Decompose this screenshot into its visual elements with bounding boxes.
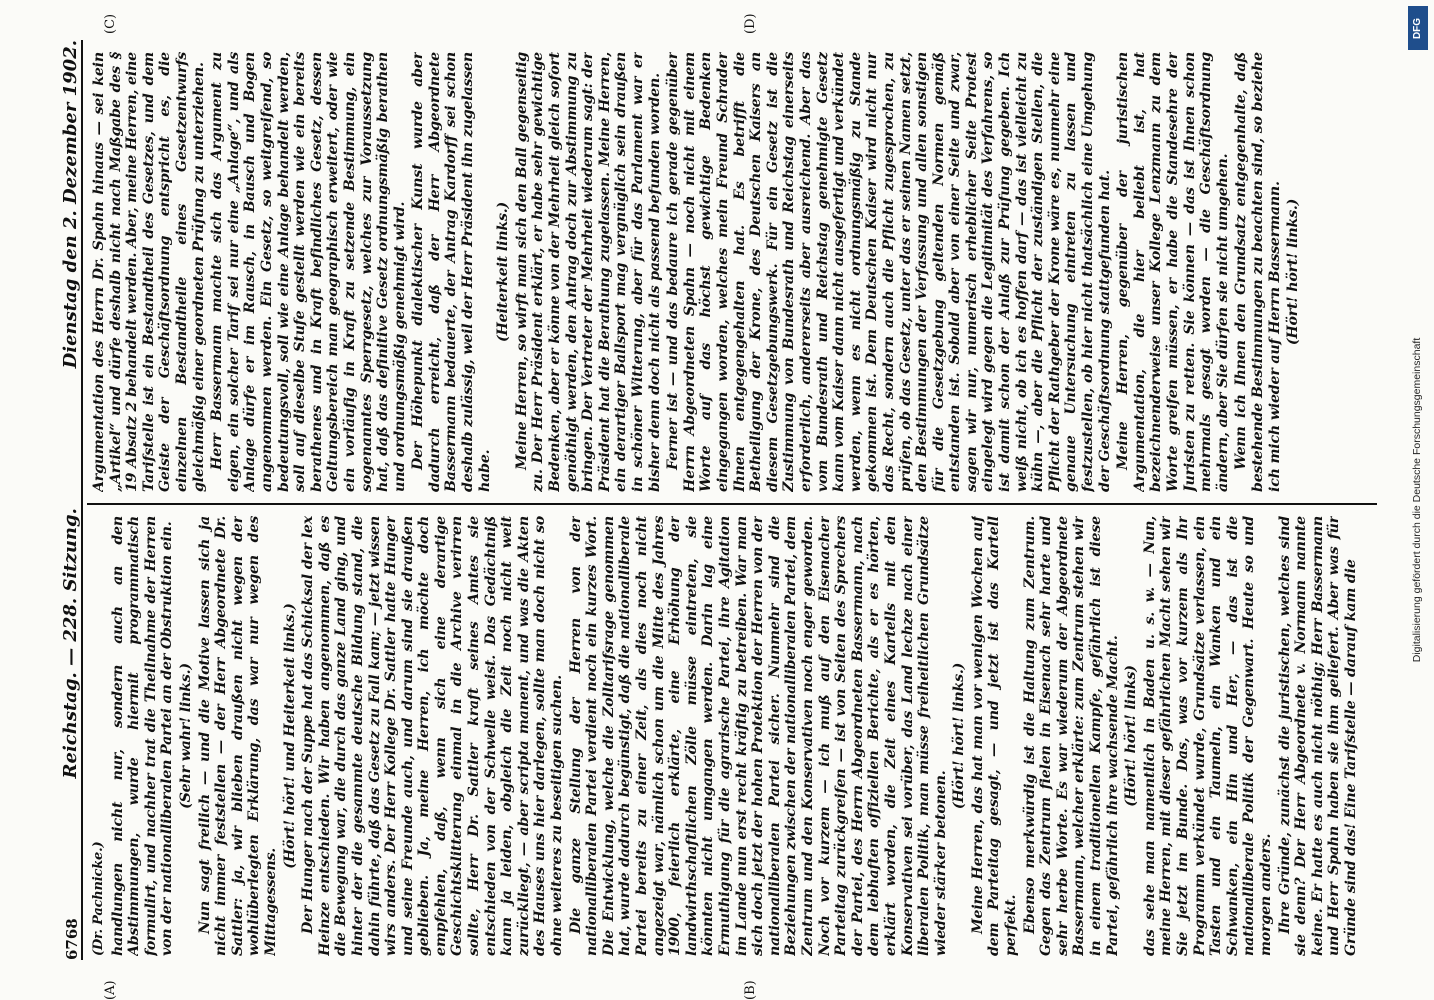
margin-marker-a: (A) <box>103 980 118 1000</box>
margin-marker-d: (D) <box>743 13 758 34</box>
right-column <box>91 52 1371 492</box>
paragraph: Meine Herren, so wirft man sich den Ball gegenseitig zu. Der Herr Präsident erklärt, er habe sehr gewichtige Bedenken, aber er könne von der Mehrheit gleich sofort genöthigt werden, den Antrag doch zur Abstimmung zu bringen. Der Vertreter der Mehrheit wiederum sagt: der Präsident hat die Berathung zugelassen. Meine Herren, ein derartiger Ballsport mag vergnüglich sein draußen in schöner Witterung, aber für das Parlament war er bisher denn doch nicht als passend befunden worden. <box>513 52 663 492</box>
interjection: (Heiterkeit links.) <box>495 201 512 343</box>
paragraph: das sehe man namentlich in Baden u. s. w. — Nun, meine Herren, mit dieser gefährlichen Macht sehen wir Sie jetzt im Bunde. Das, was vor kurzem als Ihr Programm verkündet wurde, Grundsätze verlassen, ein Tasten und ein Taumeln, ein Wanken und ein Schwanken, ein Hin und Her, — das ist die nationalliberale Politik der Gegenwart. Heute so und morgen anders. <box>1141 516 1274 956</box>
paragraph: Der Hunger nach der Suppe hat das Schicksal der lex Heinze entschieden. Wir haben angenommen, daß es die Bewegung war, die durch das ganze Land ging, und hinter der die gesammte deutsche Bildung stand, die dahin führte, daß das Gesetz zu Fall kam; — jetzt wissen wirs anders. Der Herr Kollege Dr. Sattler hatte Hunger und seine Freunde auch, und darum sind sie draußen geblieben. Ja, meine Herren, ich möchte doch empfehlen, daß, wenn sich eine derartige Geschichtsklitterung einmal in die Archive verirren sollte, Herr Dr. Sattler kraft seines Amtes sie entschieden von der Schwelle weist. Das Gedächtniß kann ja leiden, obgleich die Zeit noch nicht weit zurückliegt, — aber scripta manent, und was die Akten des Hauses uns hier darlegen, sollte man doch nicht so ohne weiteres zu beseitigen suchen. <box>300 516 566 956</box>
paragraph: Argumentation des Herrn Dr. Spahn hinaus — sei kein „Artikel“ und dürfe deshalb nicht nach Maßgabe des § 19 Absatz 2 behandelt werden. Aber, meine Herren, eine Tarifstelle ist ein Bestandtheil des Gesetzes, und dem Geiste der Geschäftsordnung entspricht es, die einzelnen Bestandtheile eines Gesetzentwurfs gleichmäßig einer geordneten Prüfung zu unterziehen. <box>91 52 207 492</box>
paragraph: Ihre Gründe, zunächst die juristischen, welches sind sie denn? Der Herr Abgeordnete v. Normann nannte keine. Er hatte es auch nicht nöthig; Herr Bassermann und Herr Spahn haben sie ihm geliefert. Aber was für Gründe sind das! Eine Tarifstelle — darauf kam die <box>1276 516 1359 956</box>
dfg-logo-badge <box>1408 6 1428 50</box>
page-header <box>51 40 83 960</box>
header-right-title: Dienstag den 2. Dezember 1902. <box>60 40 81 369</box>
paragraph: Ferner ist — und das bedaure ich gerade gegenüber Herrn Abgeordneten Spahn — noch nicht mit einem Worte auf das höchst gewichtige Bedenken eingegangen worden, welches mein Freund Schrader Ihnen entgegengehalten hat. Es betrifft die Betheiligung der Krone, des Deutschen Kaisers an diesem Gesetzgebungswerk. Für ein Gesetz ist die Zustimmung von Bundesrath und Reichstag einerseits erforderlich, andererseits aber ausreichend. Aber das vom Bundesrath und Reichstag genehmigte Gesetz kann vom Kaiser dann nicht ausgefertigt und verkündet werden, wenn es nicht ordnungsmäßig zu Stande gekommen ist. Dem Deutschen Kaiser wird nicht nur das Recht, sondern auch die Pflicht zugesprochen, zu prüfen, ob das Gesetz, unter das er seinen Namen setzt, den Bestimmungen der Verfassung und allen sonstigen für die Gesetzgebung geltenden Normen gemäß entstanden ist. Sobald aber von einer Seite und zwar, sagen wir nur, numerisch erheblicher Seite Protest eingelegt wird gegen die Legitimität des Verfahrens, so ist damit schon der Anlaß zur Prüfung gegeben. Ich weiß nicht, ob ich es hoffen darf — das ist vielleicht zu kühn —, aber die Pflicht der zuständigen Stellen, die Pflicht der Rathgeber der Krone wäre es, nunmehr eine genaue Untersuchung eintreten zu lassen und festzustellen, ob hier nicht thatsächlich eine Umgehung der Geschäftsordnung stattgefunden hat. <box>665 52 1113 492</box>
paragraph: Herr Bassermann machte sich das Argument zu eigen, ein solcher Tarif sei nur eine „Anlage“, und als Anlage dürfe er im Rausch, in Bausch und Bogen angenommen werden. Ein Gesetz, so weitgreifend, so bedeutungsvoll, soll wie eine Anlage behandelt werden, soll auf dieselbe Stufe gestellt werden wie ein bereits berathenes und in Kraft befindliches Gesetz, dessen Geltungsbereich man geographisch erweitert, oder wie ein vorläufig in Kraft zu setzende Bestimmung, ein sogenanntes Sperrgesetz, welches zur Voraussetzung hat, daß das definitive Gesetz ordnungsmäßig berathen und ordnungsmäßig genehmigt wird. <box>209 52 408 492</box>
speaker-label: (Dr. Pachnicke.) <box>91 841 106 956</box>
left-column <box>91 516 1371 956</box>
paragraph: Meine Herren, das hat man vor wenigen Wochen auf dem Parteitag gesagt, — und jetzt ist das Kartell perfekt. <box>969 516 1020 956</box>
paragraph: Der Höhepunkt dialektischer Kunst wurde aber dadurch erreicht, daß der Herr Abgeordnete Bassermann bedauerte, der Antrag Kardorff sei schon deshalb zulässig, weil der Herr Präsident ihn zugelassen habe. <box>410 52 493 492</box>
margin-marker-b: (B) <box>743 980 758 1000</box>
credit-text: Digitalisierung gefördert durch die Deutsche Forschungsgemeinschaft <box>1411 337 1423 663</box>
paragraph: Meine Herren, gegenüber der juristischen Argumentation, die hier beliebt ist, hat bezeichnenderweise unser Kollege Lenzmann zu dem Worte greifen müssen, er habe die Standesehre der Juristen zu retten. Sie können — das ist Ihnen schon mehrmals gesagt worden — die Geschäftsordnung ändern, aber Sie dürfen sie nicht umgehen. <box>1115 52 1231 492</box>
paragraph: Die ganze Stellung der Herren von der nationalliberalen Partei verdient noch ein kurzes Wort. Die Entwicklung, welche die Zolltarifsrage genommen hat, wurde dadurch begünstigt, daß die nationalliberale Partei bereits zu einer Zeit, als dies noch nicht angezeigt war, nämlich schon um die Mitte des Jahres 1900, feierlich erklärte, eine Erhöhung der landwirthschaftlichen Zölle müsse eintreten, sie könnten nicht umgangen werden. Darin lag eine Ermuthigung für die agrarische Partei, ihre Agitation im Lande nun erst recht kräftig zu betreiben. War man sich doch jetzt der hohen Protektion der Herren von der nationalliberalen Partei sicher. Nunmehr sind die Beziehungen zwischen der nationalliberalen Partei, dem Zentrum und den Konservativen noch enger geworden. Noch vor kurzem — ich muß auf den Eisenacher Parteitag zurückgreifen — ist von Seiten des Sprechers der Partei, des Herrn Abgeordneten Bassermann, nach dem lebhaften offiziellen Berichte, als er es hörten, erklärt worden, die Zeit eines Kartells mit den Konservativen sei vorüber, das Land lechze nach einer liberalen Politik, man müsse freiheitlichen Grundsätze wieder stärker betonen. <box>567 516 949 956</box>
interjection: (Hört! hört! links.) <box>1285 198 1302 346</box>
paragraph: Ebenso merkwürdig ist die Haltung zum Zentrum. Gegen das Zentrum fielen in Eisenach sehr harte und sehr herbe Worte. Es war wiederum der Abgeordnete Bassermann, welcher erklärte: zum Zentrum stehen wir in einem traditionellen Kampfe, gefährlich ist diese Partei, gefährlich ihre wachsende Macht. <box>1021 516 1121 956</box>
column-divider <box>87 503 1377 505</box>
newspaper-sheet <box>43 13 1383 1000</box>
interjection: (Hört! hört! links) <box>1123 665 1140 807</box>
interjection: (Hört! hört! links.) <box>951 662 968 810</box>
digitization-credit <box>1402 0 1432 1000</box>
margin-marker-c: (C) <box>103 13 118 34</box>
header-left-title: Reichstag. — 228. Sitzung. <box>60 508 81 779</box>
interjection: (Sehr wahr! links.) <box>177 663 194 809</box>
paragraph: handlungen nicht nur, sondern auch an den Abstimmungen, wurde hiermit programmatisch formulirt, und nachher trat die Theilnahme der Herren von der nationalliberalen Partei an der Obstruktion ein. <box>109 516 176 956</box>
page-number: 6768 <box>63 918 81 960</box>
dfg-badge-text: DFG <box>1412 17 1424 39</box>
paragraph: Wenn ich Ihnen den Grundsatz entgegenhalte, daß bestehende Bestimmungen zu beachten sind, so beziehe ich mich wieder auf Herrn Bassermann. <box>1233 52 1283 492</box>
paragraph: Nun sagt freilich — und die Motive lassen sich ja nicht immer feststellen — der Herr Abgeordnete Dr. Sattler: ja, wir blieben draußen nicht wegen der wohlüberlegten Erklärung, das war nur wegen des Mittagessens. <box>196 516 279 956</box>
interjection: (Hört! hört! und Heiterkeit links.) <box>281 603 298 869</box>
